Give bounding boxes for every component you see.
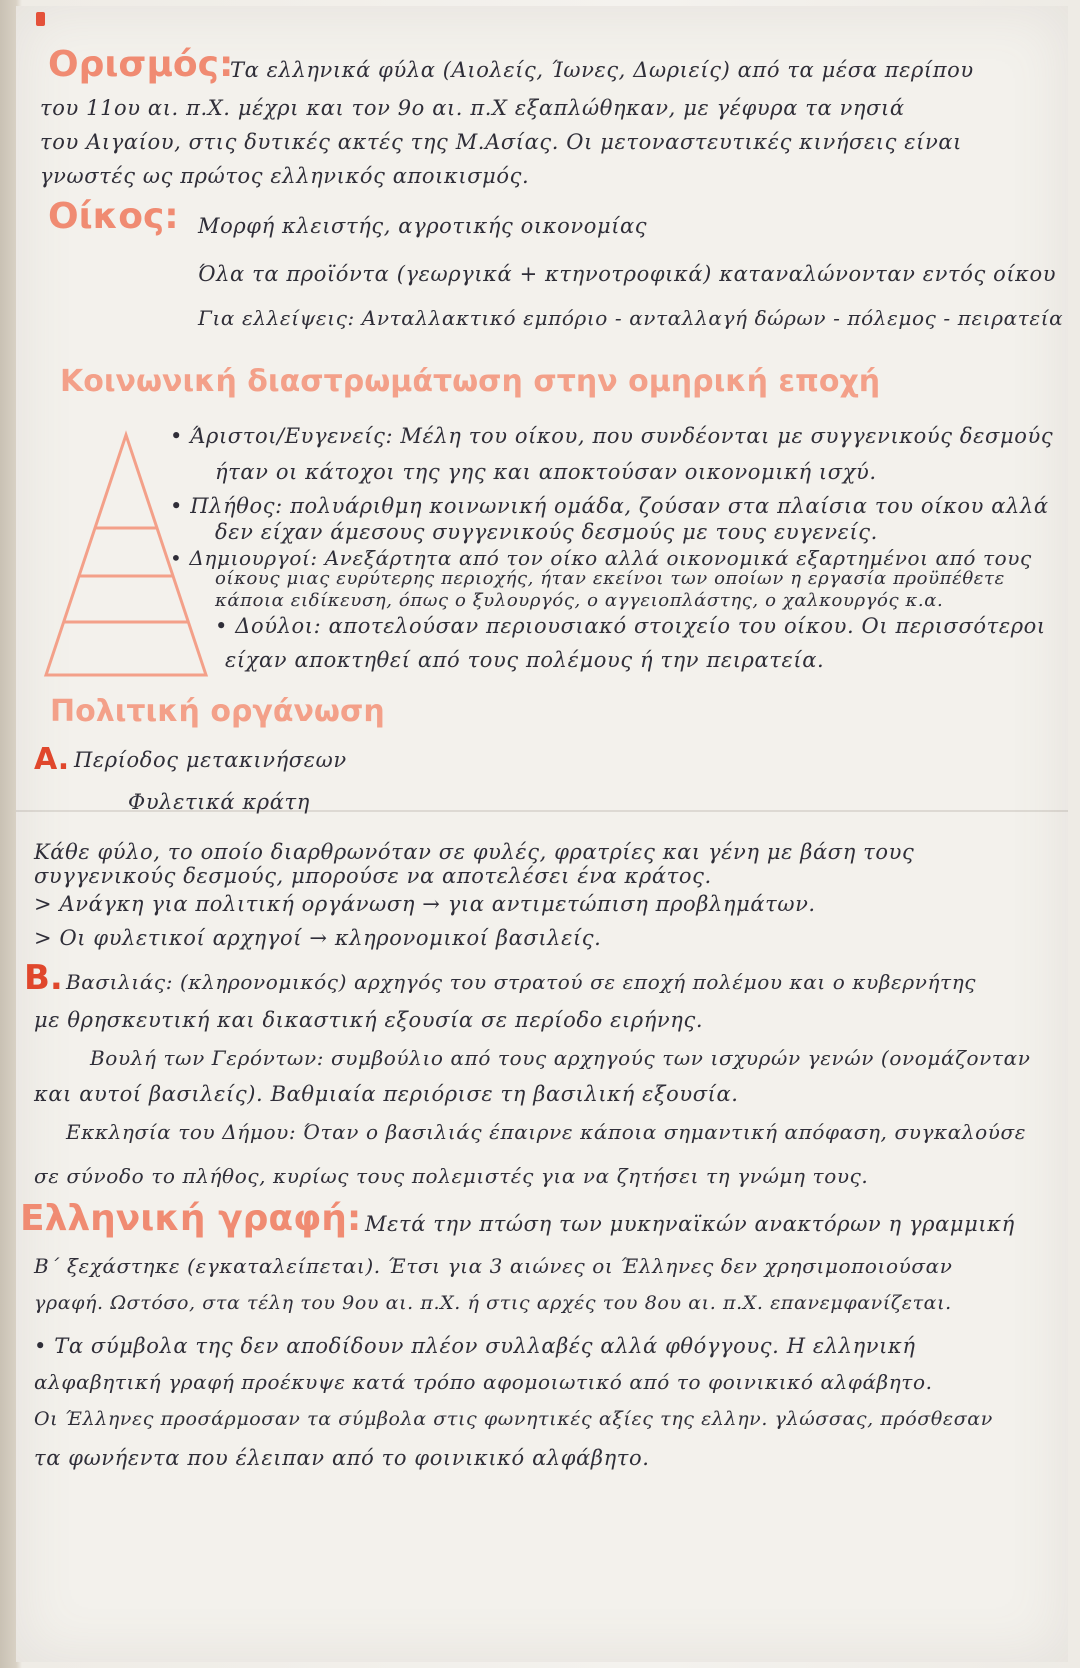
writing-line-3: γραφή. Ωστόσο, στα τέλη του 9ου αι. π.Χ. ή στις αρχές του 8ου αι. π.Χ. επανεμφανίζεται. [34, 1292, 952, 1314]
social-line-3: • Πλήθος: πολυάριθμη κοινωνική ομάδα, ζούσαν στα πλαίσια του οίκου αλλά [170, 494, 1049, 518]
writing-line-5: αλφαβητική γραφή προέκυψε κατά τρόπο αφομοιωτικό από το φοινικικό αλφάβητο. [34, 1370, 933, 1394]
social-line-1: • Άριστοι/Ευγενείς: Μέλη του οίκου, που συνδέονται με συγγενικούς δεσμούς [170, 424, 1054, 448]
social-line-2: ήταν οι κάτοχοι της γης και αποκτούσαν οικονομική ισχύ. [215, 460, 877, 484]
political-heading: Πολιτική οργάνωση [50, 694, 385, 729]
definition-line-2: του 11ου αι. π.Χ. μέχρι και τον 9ο αι. π.Χ εξαπλώθηκαν, με γέφυρα τα νησιά [40, 96, 905, 120]
definition-line-4: γνωστές ως πρώτος ελληνικός αποικισμός. [40, 164, 530, 188]
writing-line-6: Οι Έλληνες προσάρμοσαν τα σύμβολα στις φωνητικές αξίες της ελλην. γλώσσας, πρόσθεσαν [34, 1408, 993, 1430]
political-b-letter: B. [24, 958, 63, 998]
writing-line-7: τα φωνήεντα που έλειπαν από το φοινικικό αλφάβητο. [34, 1446, 650, 1470]
political-a-letter: A. [34, 742, 70, 777]
political-line-2: συγγενικούς δεσμούς, μπορούσε να αποτελέσει ένα κράτος. [34, 864, 712, 888]
social-line-7: κάποια ειδίκευση, όπως ο ξυλουργός, ο αγγειοπλάστης, ο χαλκουργός κ.α. [215, 590, 944, 611]
political-line-1: Κάθε φύλο, το οποίο διαρθρωνόταν σε φυλές, φρατρίες και γένη με βάση τους [34, 840, 915, 864]
political-b-line-5: Εκκλησία του Δήμου: Όταν ο βασιλιάς έπαιρνε κάποια σημαντική απόφαση, συγκαλούσε [66, 1120, 1027, 1144]
writing-line-4: • Τα σύμβολα της δεν αποδίδουν πλέον συλλαβές αλλά φθόγγους. Η ελληνική [34, 1334, 916, 1358]
political-a-subtitle: Φυλετικά κράτη [128, 790, 310, 814]
political-a-title: Περίοδος μετακινήσεων [74, 748, 347, 772]
political-b-line-1: Βασιλιάς: (κληρονομικός) αρχηγός του στρατού σε εποχή πολέμου και ο κυβερνήτης [66, 970, 977, 994]
writing-line-2: Β΄ ξεχάστηκε (εγκαταλείπεται). Έτσι για 3 αιώνες οι Έλληνες δεν χρησιμοποιούσαν [34, 1254, 953, 1278]
social-line-6: οίκους μιας ευρύτερης περιοχής, ήταν εκείνοι των οποίων η εργασία προϋπέθετε [215, 568, 1005, 589]
corner-mark [36, 12, 45, 26]
oikos-line-1: Μορφή κλειστής, αγροτικής οικονομίας [198, 214, 648, 238]
oikos-line-2: Όλα τα προϊόντα (γεωργικά + κτηνοτροφικά) καταναλώνονταν εντός οίκου [198, 262, 1057, 286]
political-b-line-3: Βουλή των Γερόντων: συμβούλιο από τους αρχηγούς των ισχυρών γενών (ονομάζονταν [90, 1046, 1031, 1070]
political-b-line-6: σε σύνοδο το πλήθος, κυρίως τους πολεμιστές για να ζητήσει τη γνώμη τους. [34, 1164, 869, 1188]
writing-line-1: Μετά την πτώση των μυκηναϊκών ανακτόρων η γραμμική [365, 1212, 1015, 1236]
political-line-3: > Ανάγκη για πολιτική οργάνωση → για αντιμετώπιση προβλημάτων. [34, 892, 816, 916]
social-heading: Κοινωνική διαστρωμάτωση στην ομηρική εποχή [60, 364, 881, 399]
definition-line-3: του Αιγαίου, στις δυτικές ακτές της Μ.Ασίας. Οι μετοναστευτικές κινήσεις είναι [40, 130, 962, 154]
writing-heading: Ελληνική γραφή: [20, 1198, 362, 1239]
oikos-line-3: Για ελλείψεις: Ανταλλακτικό εμπόριο - ανταλλαγή δώρων - πόλεμος - πειρατεία [198, 306, 1064, 330]
social-line-5: • Δημιουργοί: Ανεξάρτητα από τον οίκο αλλά οικονομικά εξαρτημένοι από τους [170, 546, 1032, 570]
definition-line-1: Τα ελληνικά φύλα (Αιολείς, Ίωνες, Δωριείς) από τα μέσα περίπου [230, 58, 974, 82]
oikos-heading: Οίκος: [48, 196, 179, 237]
definition-heading: Ορισμός: [48, 44, 234, 85]
social-line-4: δεν είχαν άμεσους συγγενικούς δεσμούς με τους ευγενείς. [215, 520, 878, 544]
social-line-9: είχαν αποκτηθεί από τους πολέμους ή την πειρατεία. [225, 648, 825, 672]
political-line-4: > Οι φυλετικοί αρχηγοί → κληρονομικοί βασιλείς. [34, 926, 602, 950]
social-line-8: • Δούλοι: αποτελούσαν περιουσιακό στοιχείο του οίκου. Οι περισσότεροι [215, 614, 1046, 638]
political-b-line-4: και αυτοί βασιλείς). Βαθμιαία περιόρισε τη βασιλική εξουσία. [34, 1082, 739, 1106]
political-b-line-2: με θρησκευτική και δικαστική εξουσία σε περίοδο ειρήνης. [34, 1008, 704, 1032]
